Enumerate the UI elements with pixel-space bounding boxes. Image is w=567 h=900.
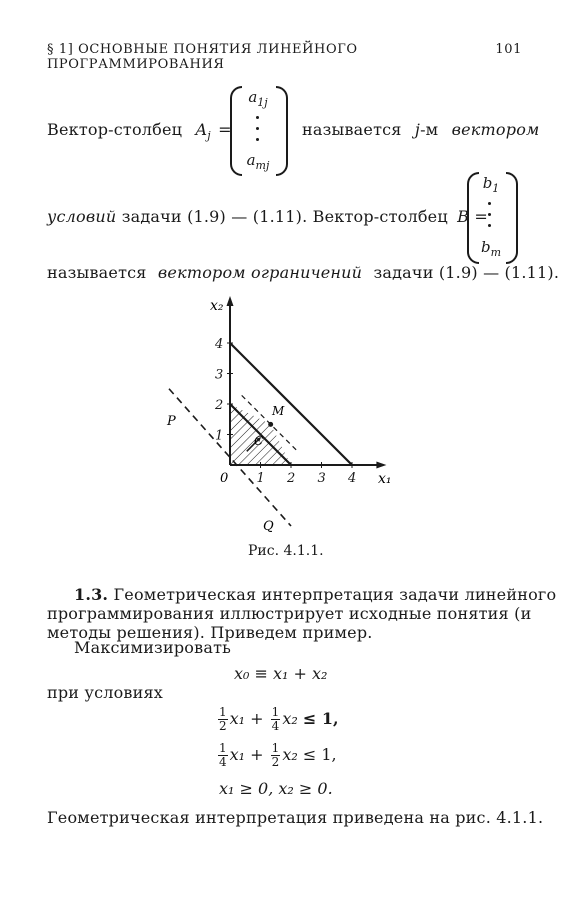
y-tick-label: 2 (215, 398, 224, 413)
vector-b-bottom: $b_m$ (480, 238, 502, 259)
var-x2: x₂ (282, 709, 298, 728)
page-number: 101 (495, 42, 522, 57)
vector-b-right-paren (506, 172, 518, 264)
nonneg-constraints: x₁ ≥ 0, x₂ ≥ 0. (219, 779, 333, 798)
symbol-a: A (195, 120, 208, 139)
constraint-2 (216, 742, 337, 769)
vector-b-dot (488, 202, 491, 205)
figure-4-1-1 (150, 290, 410, 540)
x-axis-arrow (376, 462, 386, 469)
section-number: 1.3. (74, 585, 109, 604)
vector-b-dot (488, 213, 491, 216)
para1-line3 (47, 263, 559, 282)
section-1-3-line1 (74, 585, 556, 604)
label-q: Q (263, 519, 274, 534)
plus-sign: + (250, 709, 264, 728)
fraction: $\frac{1}{2}$ (219, 705, 227, 733)
constraint-2-bound: ≤ 1, (302, 745, 337, 764)
final-sentence: Геометрическая интерпретация приведена на рис. 4.1.1. (47, 808, 544, 827)
symbol-b: B (457, 207, 470, 226)
maximize-text: Максимизировать (74, 638, 232, 657)
text-vector-constraints: вектором ограничений (157, 263, 363, 282)
text-called: называется (302, 120, 402, 139)
vector-a-dot (256, 127, 259, 130)
vector-a-bottom: $a_{mj}$ (246, 151, 270, 172)
x-tick-label: 3 (317, 471, 326, 486)
running-header (47, 42, 522, 72)
text-vector-italic: вектором (451, 120, 540, 139)
text-line2-rest: задачи (1.9) — (1.11). Вектор-столбец (121, 207, 448, 226)
var-x2: x₂ (282, 745, 298, 764)
equals-sign: = (218, 120, 232, 139)
para1-line1-suffix (302, 120, 540, 139)
var-x1: x₁ (229, 745, 246, 764)
text-called: называется (47, 263, 147, 282)
constraint-1 (216, 706, 339, 733)
var-x1: x₁ (229, 709, 246, 728)
vector-b-top: $b_1$ (482, 174, 500, 195)
text-vector-column: Вектор-столбец (47, 120, 183, 139)
text-conditions: условий (47, 207, 117, 226)
y-tick-label: 3 (215, 367, 224, 383)
origin-label: 0 (220, 471, 229, 486)
para1-line2 (47, 207, 488, 226)
vector-b-dot (488, 224, 491, 227)
symbol-a-sub: j (207, 129, 211, 143)
fraction: $\frac{1}{4}$ (271, 705, 280, 733)
vertex-m-point (268, 422, 273, 427)
text-line3-rest: задачи (1.9) — (1.11). (373, 263, 560, 282)
label-m: M (272, 404, 285, 418)
fraction: $\frac{1}{2}$ (271, 741, 280, 769)
figure-caption: Рис. 4.1.1. (248, 543, 324, 559)
para1-line1-prefix (47, 120, 232, 142)
y-axis-arrow (227, 296, 234, 306)
constraint-1-bound: ≤ 1, (302, 709, 339, 728)
vector-a-dot (256, 116, 259, 119)
section-1-3-line2: программирования иллюстрирует исходные понятия (и (47, 604, 532, 623)
y-axis-label: x₂ (210, 298, 224, 314)
header-section-title: § 1] ОСНОВНЫЕ ПОНЯТИЯ ЛИНЕЙНОГО ПРОГРАММИРОВАНИЯ (47, 42, 358, 72)
plus-sign: + (250, 745, 264, 764)
vector-a-dot (256, 138, 259, 141)
y-tick-label: 4 (215, 337, 224, 352)
text-m: -м (420, 120, 439, 139)
equals-sign: = (474, 207, 488, 226)
y-tick-label: 1 (215, 428, 224, 444)
vector-a-right-paren (276, 86, 288, 176)
fraction: $\frac{1}{4}$ (219, 741, 227, 769)
vector-a-top: $a_{1j}$ (248, 88, 268, 109)
x-tick-label: 2 (287, 471, 296, 486)
label-c: C (254, 434, 264, 448)
section-1-3-line3: методы решения). Приведем пример. (47, 623, 373, 642)
x-tick-label: 1 (256, 471, 265, 486)
text-j: j (414, 120, 421, 139)
label-p: P (167, 414, 176, 429)
objective-formula: x₀ ≡ x₁ + x₂ (234, 664, 328, 683)
subject-to-text: при условиях (47, 683, 164, 702)
x-axis-label: x₁ (378, 471, 392, 487)
section-line1-text: Геометрическая интерпретация задачи линейного (113, 585, 557, 604)
x-tick-label: 4 (348, 471, 357, 486)
